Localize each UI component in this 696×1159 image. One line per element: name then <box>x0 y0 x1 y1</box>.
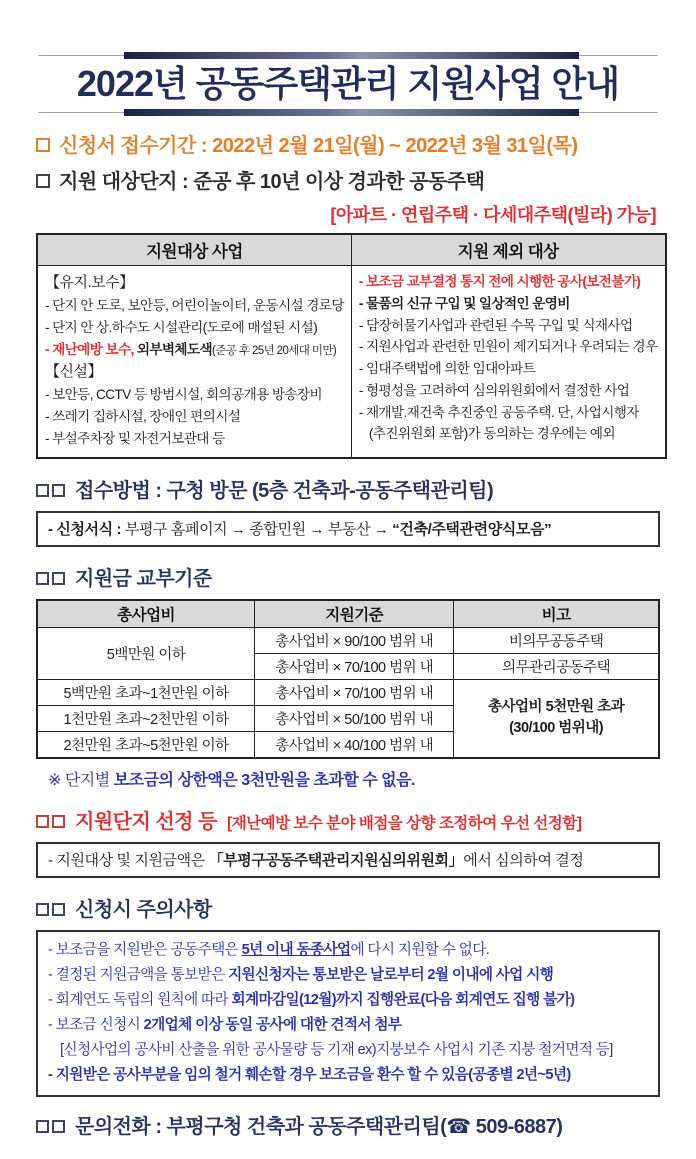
supported-projects-cell <box>37 266 351 458</box>
caution-item <box>48 988 648 1013</box>
target-complex-line <box>36 165 660 194</box>
target-complex-label: 지원 대상단지 : <box>59 171 194 193</box>
grant-criteria-table <box>36 599 660 759</box>
eligibility-table <box>36 233 667 459</box>
checkbox-icon <box>36 1120 49 1133</box>
basis-cell: 총사업비 × 40/100 범위 내 <box>255 731 454 758</box>
checkbox-icon <box>36 484 49 497</box>
grant-heading-text: 지원금 교부기준 <box>75 567 212 590</box>
application-period-label: 신청서 접수기간 : <box>59 135 213 157</box>
checkbox-icon <box>36 138 50 152</box>
grant-limit-note-bold: 보조금의 상한액은 3천만원을 초과할 수 없음. <box>113 771 415 789</box>
checkbox-icon <box>52 815 65 828</box>
table-body-row <box>37 266 666 458</box>
grant-limit-note-prefix: ※ 단지별 <box>48 771 114 789</box>
caution-text: - 회계연도 독립의 원칙에 따라 <box>48 991 232 1008</box>
caution-item: - 지원받은 공사부분을 임의 철거 훼손할 경우 보조금을 환수 할 수 있음(공종별 2년~5년) <box>48 1066 571 1083</box>
section-grant-heading <box>36 562 660 591</box>
column-header-cost: 총사업비 <box>37 600 255 628</box>
disaster-red-text: - 재난예방 보수, <box>45 341 137 357</box>
checkbox-icon <box>36 572 49 585</box>
target-complex-note: [아파트 · 연립주택 · 다세대주택(빌라) 가능] <box>330 205 656 225</box>
checkbox-icon <box>52 572 65 585</box>
list-item-excluded-red: - 보조금 교부결정 통지 전에 시행한 공사(보전불가) <box>358 274 641 289</box>
disaster-bold-text: 외부벽체도색 <box>136 341 213 357</box>
list-item-disaster <box>45 339 344 361</box>
list-item: - 임대주택법에 의한 임대아파트 <box>358 361 536 376</box>
remarks-cell: 비의무공동주택 <box>454 627 659 653</box>
basis-cell: 총사업비 × 90/100 범위 내 <box>255 627 454 653</box>
column-header-basis: 지원기준 <box>255 600 454 628</box>
method-box-path: 부평구 홈페이지 → 종합민원 → 부동산 → <box>124 520 393 538</box>
checkbox-icon <box>52 1120 65 1133</box>
checkbox-icon <box>36 903 49 916</box>
cost-cell: 1천만원 초과~2천만원 이하 <box>37 705 255 731</box>
column-header-remarks: 비고 <box>454 600 659 628</box>
list-item-excluded-bold: - 물품의 신규 구입 및 일상적인 운영비 <box>358 295 570 311</box>
caution-item <box>48 938 648 963</box>
caution-emphasis: 2개업체 이상 동일 공사에 대한 견적서 첨부 <box>143 1016 402 1033</box>
caution-subitem: [신청사업의 공사비 산출을 위한 공사물량 등 기재 ex)지붕보수 사업시 기존 지붕 철거면적 등] <box>60 1041 613 1058</box>
checkbox-icon <box>52 903 65 916</box>
checkbox-icon <box>36 815 49 828</box>
page-title: 2022년 공동주택관리 지원사업 안내 <box>76 63 620 104</box>
basis-cell: 총사업비 × 70/100 범위 내 <box>255 653 454 679</box>
selection-box-pre: - 지원대상 및 지원금액은 <box>48 851 209 869</box>
basis-cell: 총사업비 × 70/100 범위 내 <box>255 679 454 705</box>
list-item: - 재개발.재건축 추진중인 공동주택. 단, 사업시행자 (추진위원회 포함)가 동의하는 경우에는 예외 <box>358 404 639 442</box>
list-item: - 단지 안 상.하수도 시설관리(도로에 매설된 시설) <box>45 319 318 335</box>
table-header-row <box>37 234 666 266</box>
title-top-rule <box>36 52 660 59</box>
list-item: - 쓰레기 집하시설, 장애인 편의시설 <box>45 409 241 424</box>
title-bottom-rule-bar <box>124 109 579 116</box>
application-period-line <box>36 129 660 158</box>
list-item: - 지원사업과 관련한 민원이 제기되거나 우려되는 경우 <box>358 339 658 355</box>
intro-section <box>36 129 660 227</box>
remarks-cell: 의무관리공동주택 <box>454 653 659 679</box>
caution-text: - 결정된 지원금액을 통보받은 <box>48 966 229 983</box>
title-bottom-rule <box>36 109 660 116</box>
list-item: - 부설주차장 및 자전거보관대 등 <box>45 430 225 446</box>
caution-heading-text: 신청시 주의사항 <box>75 898 212 921</box>
list-item: - 담장허물기사업과 관련된 수목 구입 및 식재사업 <box>358 317 633 333</box>
disaster-small-text: (준공 후 25년 20세대 미만) <box>212 344 337 357</box>
selection-heading-text: 지원단지 선정 등 <box>75 810 217 833</box>
list-item: - 보안등, CCTV 등 방범시설, 회의공개용 방송장비 <box>45 387 322 403</box>
caution-text: - 보조금을 지원받은 공동주택은 <box>48 941 242 958</box>
remarks-merged-cell <box>454 679 659 758</box>
caution-text: - 보조금 신청시 <box>48 1016 144 1033</box>
list-item: - 단지 안 도로, 보안등, 어린이놀이터, 운동시설 경로당 <box>45 298 344 313</box>
remarks-merged-line1: 총사업비 5천만원 초과 <box>488 698 625 715</box>
caution-text: 에 다시 지원할 수 없다. <box>350 941 490 958</box>
method-box-label: - 신청서식 : <box>48 520 125 538</box>
section-caution-heading <box>36 893 660 922</box>
method-box-bold: “건축/주택관련양식모음” <box>392 520 552 538</box>
cost-cell: 2천만원 초과~5천만원 이하 <box>37 731 255 758</box>
section-method-heading <box>36 474 660 503</box>
checkbox-icon <box>36 174 50 188</box>
selection-box <box>36 842 660 878</box>
column-header-excluded: 지원 제외 대상 <box>351 234 665 266</box>
remarks-merged-line2: (30/100 범위내) <box>509 720 604 736</box>
title-block <box>36 52 660 116</box>
application-period-value: 2022년 2월 21일(월) ~ 2022년 3월 31일(목) <box>212 135 578 157</box>
checkbox-icon <box>52 484 65 497</box>
caution-emphasis: 지원신청자는 통보받은 날로부터 2월 이내에 사업 시행 <box>228 966 554 983</box>
caution-emphasis: 5년 이내 동종사업 <box>241 941 351 958</box>
maintenance-group-title: 【유지.보수】 <box>45 274 134 291</box>
column-header-supported: 지원대상 사업 <box>37 234 351 266</box>
basis-cell: 총사업비 × 50/100 범위 내 <box>255 705 454 731</box>
selection-heading-note: [재난예방 보수 분야 배점을 상향 조정하여 우선 선정함] <box>226 814 582 832</box>
selection-box-committee: 「부평구공동주택관리지원심의위원회」 <box>208 851 464 869</box>
caution-emphasis: 회계마감일(12월)까지 집행완료(다음 회계연도 집행 불가) <box>231 991 575 1008</box>
contact-text: 문의전화 : 부평구청 건축과 공동주택관리팀(☎ 509-6887) <box>75 1116 563 1139</box>
title-top-rule-bar <box>124 52 579 59</box>
new-install-group-title: 【신설】 <box>45 363 102 381</box>
contact-line <box>36 1110 660 1139</box>
list-item: - 형평성을 고려하여 심의위원회에서 결정한 사업 <box>358 382 630 398</box>
cost-cell: 5백만원 이하 <box>37 627 255 679</box>
cost-cell: 5백만원 초과~1천만원 이하 <box>37 679 255 705</box>
caution-item <box>48 1013 648 1038</box>
method-heading-text: 접수방법 : 구청 방문 (5층 건축과-공동주택관리팀) <box>75 479 494 502</box>
table-row <box>37 679 659 705</box>
caution-box <box>36 930 660 1098</box>
table-row <box>37 627 659 653</box>
excluded-projects-cell <box>351 266 665 458</box>
target-complex-value: 준공 후 10년 이상 경과한 공동주택 <box>193 171 485 193</box>
grant-limit-note <box>48 767 660 790</box>
selection-box-post: 에서 심의하여 결정 <box>463 851 584 869</box>
section-selection-heading <box>36 805 660 834</box>
method-box <box>36 511 660 547</box>
table-header-row <box>37 600 659 628</box>
